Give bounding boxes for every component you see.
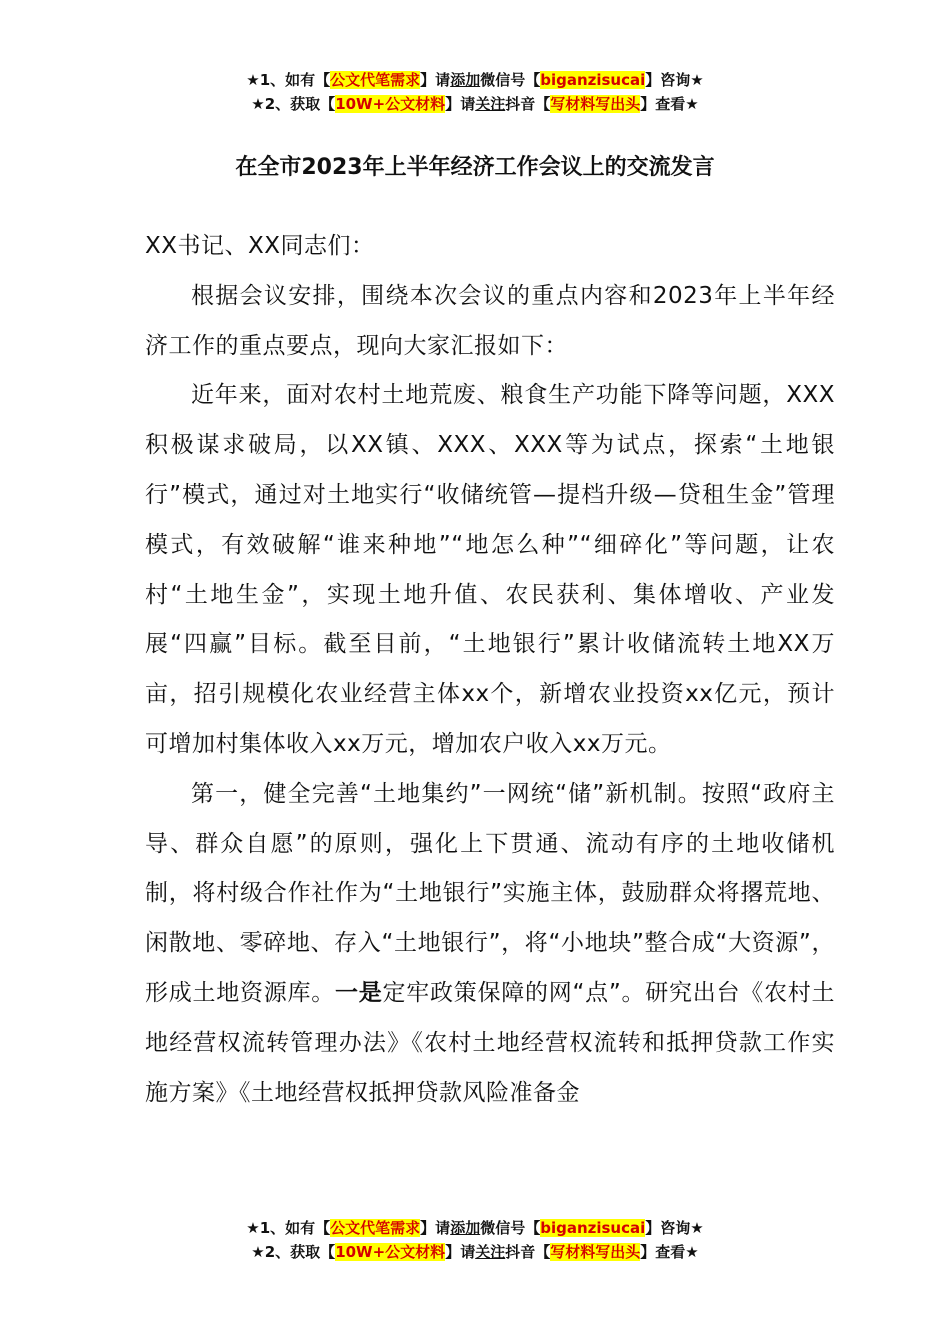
promo-underline: 添加 <box>450 1219 481 1237</box>
paragraph: 近年来，面对农村土地荒废、粮食生产功能下降等问题，XXX积极谋求破局，以XX镇、XXX、XXX等为试点，探索“土地银行”模式，通过对土地实行“收储统管—提档升级—贷租生金”管理模式，有效破解“谁来种地”“地怎么种”“细碎化”等问题，让农村“土地生金”，实现土地升值、农民获利、集体增收、产业发展“四赢”目标。截至目前，“土地银行”累计收储流转土地XX万亩，招引规模化农业经营主体xx个，新增农业投资xx亿元，预计可增加村集体收入xx万元，增加农户收入xx万元。 <box>145 382 835 757</box>
promo-text: 】查看★ <box>640 95 699 113</box>
promo-text: 】咨询★ <box>645 1219 704 1237</box>
promo-line-2 <box>0 92 950 116</box>
promo-douyin-id: 写材料写出头 <box>550 95 641 113</box>
paragraph <box>145 770 835 1119</box>
promo-text: ★1、如有【 <box>246 1219 331 1237</box>
promo-text: ★1、如有【 <box>246 71 331 89</box>
paragraph-text: 定牢政策保障的网“点”。研究出台《农村土地经营权流转管理办法》《农村土地经营权流转和抵押贷款工作实施方案》《土地经营权抵押贷款风险准备金 <box>145 979 836 1106</box>
promo-text: 微信号【 <box>480 1219 541 1237</box>
promo-text: 】请 <box>420 1219 451 1237</box>
promo-underline: 关注 <box>475 95 506 113</box>
bold-lead: 一是 <box>334 979 383 1006</box>
promo-text: ★2、获取【 <box>251 1243 336 1261</box>
promo-text: 】查看★ <box>640 1243 699 1261</box>
promo-text: 】请 <box>445 1243 476 1261</box>
promo-underline: 关注 <box>475 1243 506 1261</box>
paragraph: 根据会议安排，围绕本次会议的重点内容和2023年上半年经济工作的重点要点，现向大家汇报如下： <box>145 282 835 359</box>
paragraph-text: 第一，健全完善“土地集约”一网统“储”新机制。按照“政府主导、群众自愿”的原则，强化上下贯通、流动有序的土地收储机制，将村级合作社作为“土地银行”实施主体，鼓励群众将撂荒地、闲散地、零碎地、存入“土地银行”，将“小地块”整合成“大资源”，形成土地资源库。 <box>145 780 835 1006</box>
promo-highlight: 10W+公文材料 <box>335 95 446 113</box>
promo-wechat-id: biganzisucai <box>540 71 646 89</box>
promo-text: ★2、获取【 <box>251 95 336 113</box>
promo-highlight: 公文代笔需求 <box>330 1219 421 1237</box>
top-promo-banner <box>0 68 950 116</box>
promo-underline: 添加 <box>450 71 481 89</box>
salutation: XX书记、XX同志们： <box>145 233 375 259</box>
promo-text: 微信号【 <box>480 71 541 89</box>
promo-line-1 <box>0 68 950 92</box>
document-title: 在全市2023年上半年经济工作会议上的交流发言 <box>235 155 715 180</box>
promo-text: 抖音【 <box>505 1243 551 1261</box>
promo-text: 】请 <box>445 95 476 113</box>
promo-text: 】请 <box>420 71 451 89</box>
promo-wechat-id: biganzisucai <box>540 1219 646 1237</box>
document-body <box>145 222 835 1118</box>
promo-douyin-id: 写材料写出头 <box>550 1243 641 1261</box>
bottom-promo-banner <box>0 1216 950 1264</box>
promo-text: 】咨询★ <box>645 71 704 89</box>
promo-line-2 <box>0 1240 950 1264</box>
promo-highlight: 公文代笔需求 <box>330 71 421 89</box>
promo-text: 抖音【 <box>505 95 551 113</box>
promo-highlight: 10W+公文材料 <box>335 1243 446 1261</box>
promo-line-1 <box>0 1216 950 1240</box>
